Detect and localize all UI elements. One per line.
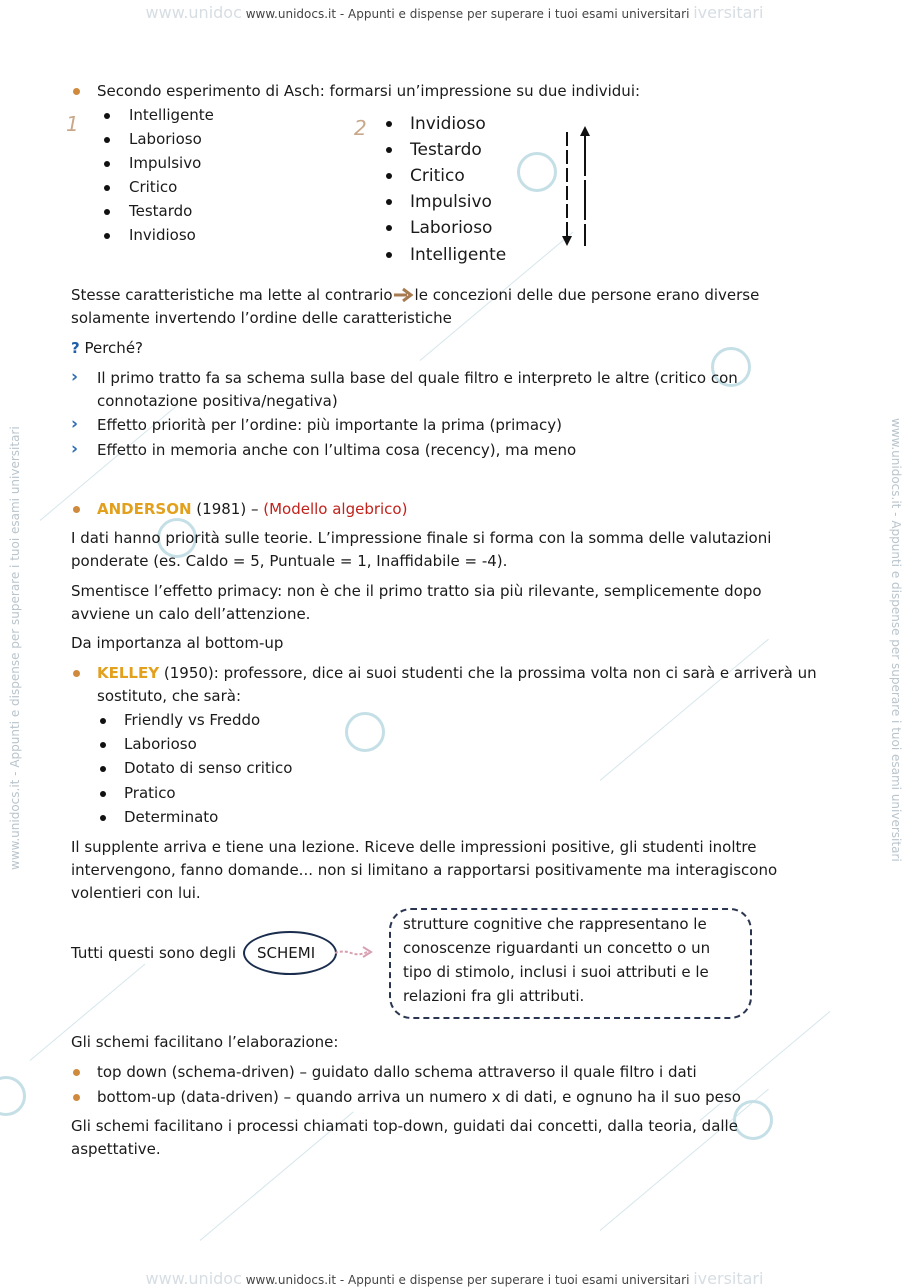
side-watermark-left: www.unidocs.it - Appunti e dispense per superare i tuoi esami universitari bbox=[8, 426, 22, 870]
list2-item: Critico bbox=[410, 166, 465, 186]
bullet-dot bbox=[73, 88, 80, 95]
list2-item: Invidioso bbox=[410, 114, 486, 134]
kelley-name: KELLEY bbox=[97, 664, 160, 682]
watermark-faint-left: www.unidoc bbox=[145, 1269, 242, 1288]
kelley-heading bbox=[97, 662, 817, 685]
list2-item: Intelligente bbox=[410, 245, 507, 265]
list-bullet bbox=[104, 233, 110, 239]
list-bullet bbox=[100, 791, 106, 797]
kelley-intro: (1950): professore, dice ai suoi studenti che la prossima volta non ci sarà e arriverà un bbox=[159, 664, 817, 682]
reason-item: Il primo tratto fa sa schema sulla base del quale filtro e interpreto le altre (critico con bbox=[97, 369, 738, 387]
list1-item: Invidioso bbox=[129, 226, 196, 244]
list1-item: Impulsivo bbox=[129, 154, 202, 172]
bullet-dot bbox=[73, 1094, 80, 1101]
anderson-paragraph: Da importanza al bottom-up bbox=[71, 634, 284, 652]
list1-item: Critico bbox=[129, 178, 178, 196]
list-bullet bbox=[100, 742, 106, 748]
why-heading bbox=[71, 337, 143, 360]
list-bullet bbox=[104, 185, 110, 191]
schemi-bullet: top down (schema-driven) – guidato dallo schema attraverso il quale filtro i dati bbox=[97, 1063, 697, 1081]
schemi-facilitate: Gli schemi facilitano l’elaborazione: bbox=[71, 1033, 339, 1051]
list-bullet bbox=[386, 121, 392, 127]
unidocs-logo-icon bbox=[517, 152, 557, 192]
list2-item: Testardo bbox=[410, 140, 482, 160]
schemi-word: SCHEMI bbox=[257, 944, 316, 962]
list-bullet bbox=[386, 225, 392, 231]
bullet-dot bbox=[73, 1069, 80, 1076]
definition-line: strutture cognitive che rappresentano le bbox=[403, 915, 707, 933]
question-icon: ? bbox=[71, 339, 80, 357]
list1-item: Intelligente bbox=[129, 106, 214, 124]
reversed-note-line2: solamente invertendo l’ordine delle caratteristiche bbox=[71, 309, 452, 327]
kelley-trait: Pratico bbox=[124, 784, 176, 802]
watermark-text: www.unidocs.it - Appunti e dispense per superare i tuoi esami universitari bbox=[245, 1273, 690, 1287]
arrow-right-icon bbox=[393, 286, 415, 302]
anderson-model: (Modello algebrico) bbox=[263, 500, 408, 518]
list2-item: Laborioso bbox=[410, 218, 493, 238]
watermark-faint-left: www.unidoc bbox=[145, 3, 242, 22]
handwritten-number-1: 1 bbox=[66, 112, 79, 136]
anderson-paragraph: avviene un calo dell’attenzione. bbox=[71, 605, 311, 623]
chevron-right-icon: › bbox=[71, 414, 79, 434]
order-arrows-icon bbox=[556, 124, 596, 252]
kelley-paragraph: volentieri con lui. bbox=[71, 884, 201, 902]
schemi-bullet: bottom-up (data-driven) – quando arriva un numero x di dati, e ognuno ha il suo peso bbox=[97, 1088, 741, 1106]
list-bullet bbox=[104, 137, 110, 143]
list-bullet bbox=[104, 161, 110, 167]
why-text: Perché? bbox=[84, 339, 144, 357]
unidocs-logo-icon bbox=[345, 712, 385, 752]
definition-line: conoscenze riguardanti un concetto o un bbox=[403, 939, 711, 957]
watermark-text: www.unidocs.it - Appunti e dispense per superare i tuoi esami universitari bbox=[245, 7, 690, 21]
anderson-heading bbox=[97, 498, 407, 521]
bullet-dot bbox=[73, 670, 80, 677]
schemi-lead: Tutti questi sono degli bbox=[71, 944, 237, 962]
list-bullet bbox=[100, 718, 106, 724]
kelley-intro-cont: sostituto, che sarà: bbox=[97, 687, 242, 705]
anderson-year: (1981) – bbox=[191, 500, 264, 518]
list-bullet bbox=[386, 173, 392, 179]
watermark-faint-right: iversitari bbox=[693, 3, 764, 22]
header-watermark bbox=[0, 3, 909, 22]
chevron-right-icon: › bbox=[71, 439, 79, 459]
list-bullet bbox=[100, 815, 106, 821]
list1-item: Testardo bbox=[129, 202, 193, 220]
bullet-dot bbox=[73, 506, 80, 513]
list-bullet bbox=[386, 252, 392, 258]
list-bullet bbox=[100, 766, 106, 772]
closing-paragraph: aspettative. bbox=[71, 1140, 161, 1158]
reason-item: Effetto priorità per l’ordine: più importante la prima (primacy) bbox=[97, 416, 563, 434]
reversed-note-line1 bbox=[71, 284, 759, 307]
definition-line: relazioni fra gli attributi. bbox=[403, 987, 585, 1005]
closing-paragraph: Gli schemi facilitano i processi chiamati top-down, guidati dai concetti, dalla teoria, dalle bbox=[71, 1117, 738, 1135]
kelley-trait: Dotato di senso critico bbox=[124, 759, 293, 777]
kelley-paragraph: intervengono, fanno domande... non si limitano a rapportarsi positivamente ma interagiscono bbox=[71, 861, 778, 879]
watermark-faint-right: iversitari bbox=[693, 1269, 764, 1288]
chevron-right-icon: › bbox=[71, 367, 79, 387]
unidocs-logo-icon bbox=[0, 1076, 26, 1116]
asch-heading: Secondo esperimento di Asch: formarsi un’impressione su due individui: bbox=[97, 82, 641, 100]
list1-item: Laborioso bbox=[129, 130, 202, 148]
list-bullet bbox=[104, 113, 110, 119]
kelley-paragraph: Il supplente arriva e tiene una lezione. Riceve delle impressioni positive, gli studenti inoltre bbox=[71, 838, 757, 856]
kelley-trait: Determinato bbox=[124, 808, 219, 826]
footer-watermark bbox=[0, 1269, 909, 1288]
kelley-trait: Laborioso bbox=[124, 735, 197, 753]
anderson-name: ANDERSON bbox=[97, 500, 192, 518]
anderson-paragraph: ponderate (es. Caldo = 5, Puntuale = 1, Inaffidabile = -4). bbox=[71, 552, 508, 570]
definition-line: tipo di stimolo, inclusi i suoi attributi e le bbox=[403, 963, 709, 981]
anderson-paragraph: Smentisce l’effetto primacy: non è che il primo tratto sia più rilevante, semplicemente dopo bbox=[71, 582, 762, 600]
list-bullet bbox=[386, 199, 392, 205]
kelley-trait: Friendly vs Freddo bbox=[124, 711, 261, 729]
arrow-right-icon bbox=[333, 944, 375, 960]
handwritten-number-2: 2 bbox=[354, 116, 367, 140]
reason-item: Effetto in memoria anche con l’ultima cosa (recency), ma meno bbox=[97, 441, 577, 459]
list-bullet bbox=[104, 209, 110, 215]
anderson-paragraph: I dati hanno priorità sulle teorie. L’impressione finale si forma con la somma delle valutazioni bbox=[71, 529, 772, 547]
side-watermark-right: www.unidocs.it - Appunti e dispense per superare i tuoi esami universitari bbox=[889, 418, 903, 862]
list-bullet bbox=[386, 147, 392, 153]
reversed-note-b: le concezioni delle due persone erano diverse bbox=[414, 286, 760, 304]
list2-item: Impulsivo bbox=[410, 192, 492, 212]
reason-item-cont: connotazione positiva/negativa) bbox=[97, 392, 338, 410]
watermark-deco-line bbox=[600, 639, 769, 781]
reversed-note-a: Stesse caratteristiche ma lette al contrario bbox=[71, 286, 393, 304]
